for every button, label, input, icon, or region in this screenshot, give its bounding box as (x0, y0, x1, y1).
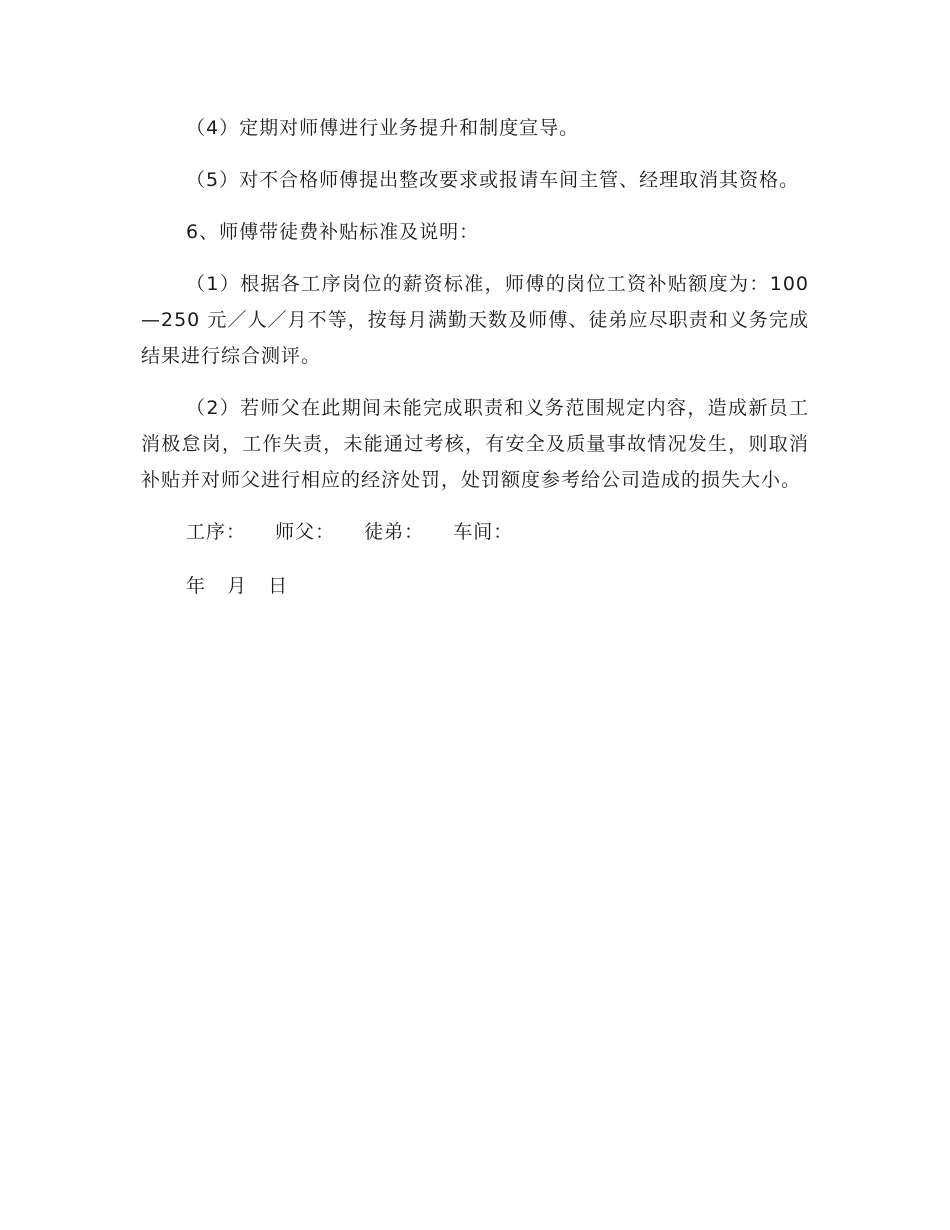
apprentice-label: 徒弟： (364, 521, 425, 543)
process-label: 工序： (186, 521, 247, 543)
workshop-label: 车间： (453, 521, 514, 543)
document-body (141, 110, 809, 604)
paragraph-subsidy-standard: （1）根据各工序岗位的薪资标准，师傅的岗位工资补贴额度为：100—250 元／人／月不等，按每月满勤天数及师傅、徒弟应尽职责和义务完成结果进行综合测评。 (141, 273, 809, 367)
paragraph-unqualified-mentor: （5）对不合格师傅提出整改要求或报请车间主管、经理取消其资格。 (186, 169, 800, 191)
paragraph-mentor-training: （4）定期对师傅进行业务提升和制度宣导。 (186, 117, 580, 139)
year-label: 年 (186, 575, 207, 597)
signature-row (141, 514, 809, 550)
day-label: 日 (268, 575, 289, 597)
section-heading-subsidy: 6、师傅带徒费补贴标准及说明： (186, 221, 480, 243)
paragraph-penalty: （2）若师父在此期间未能完成职责和义务范围规定内容，造成新员工消极怠岗，工作失责，未能通过考核，有安全及质量事故情况发生，则取消补贴并对师父进行相应的经济处罚，处罚额度参考给公司造成的损失大小。 (141, 397, 809, 491)
month-label: 月 (227, 575, 248, 597)
date-row (141, 568, 809, 604)
master-label: 师父： (275, 521, 336, 543)
